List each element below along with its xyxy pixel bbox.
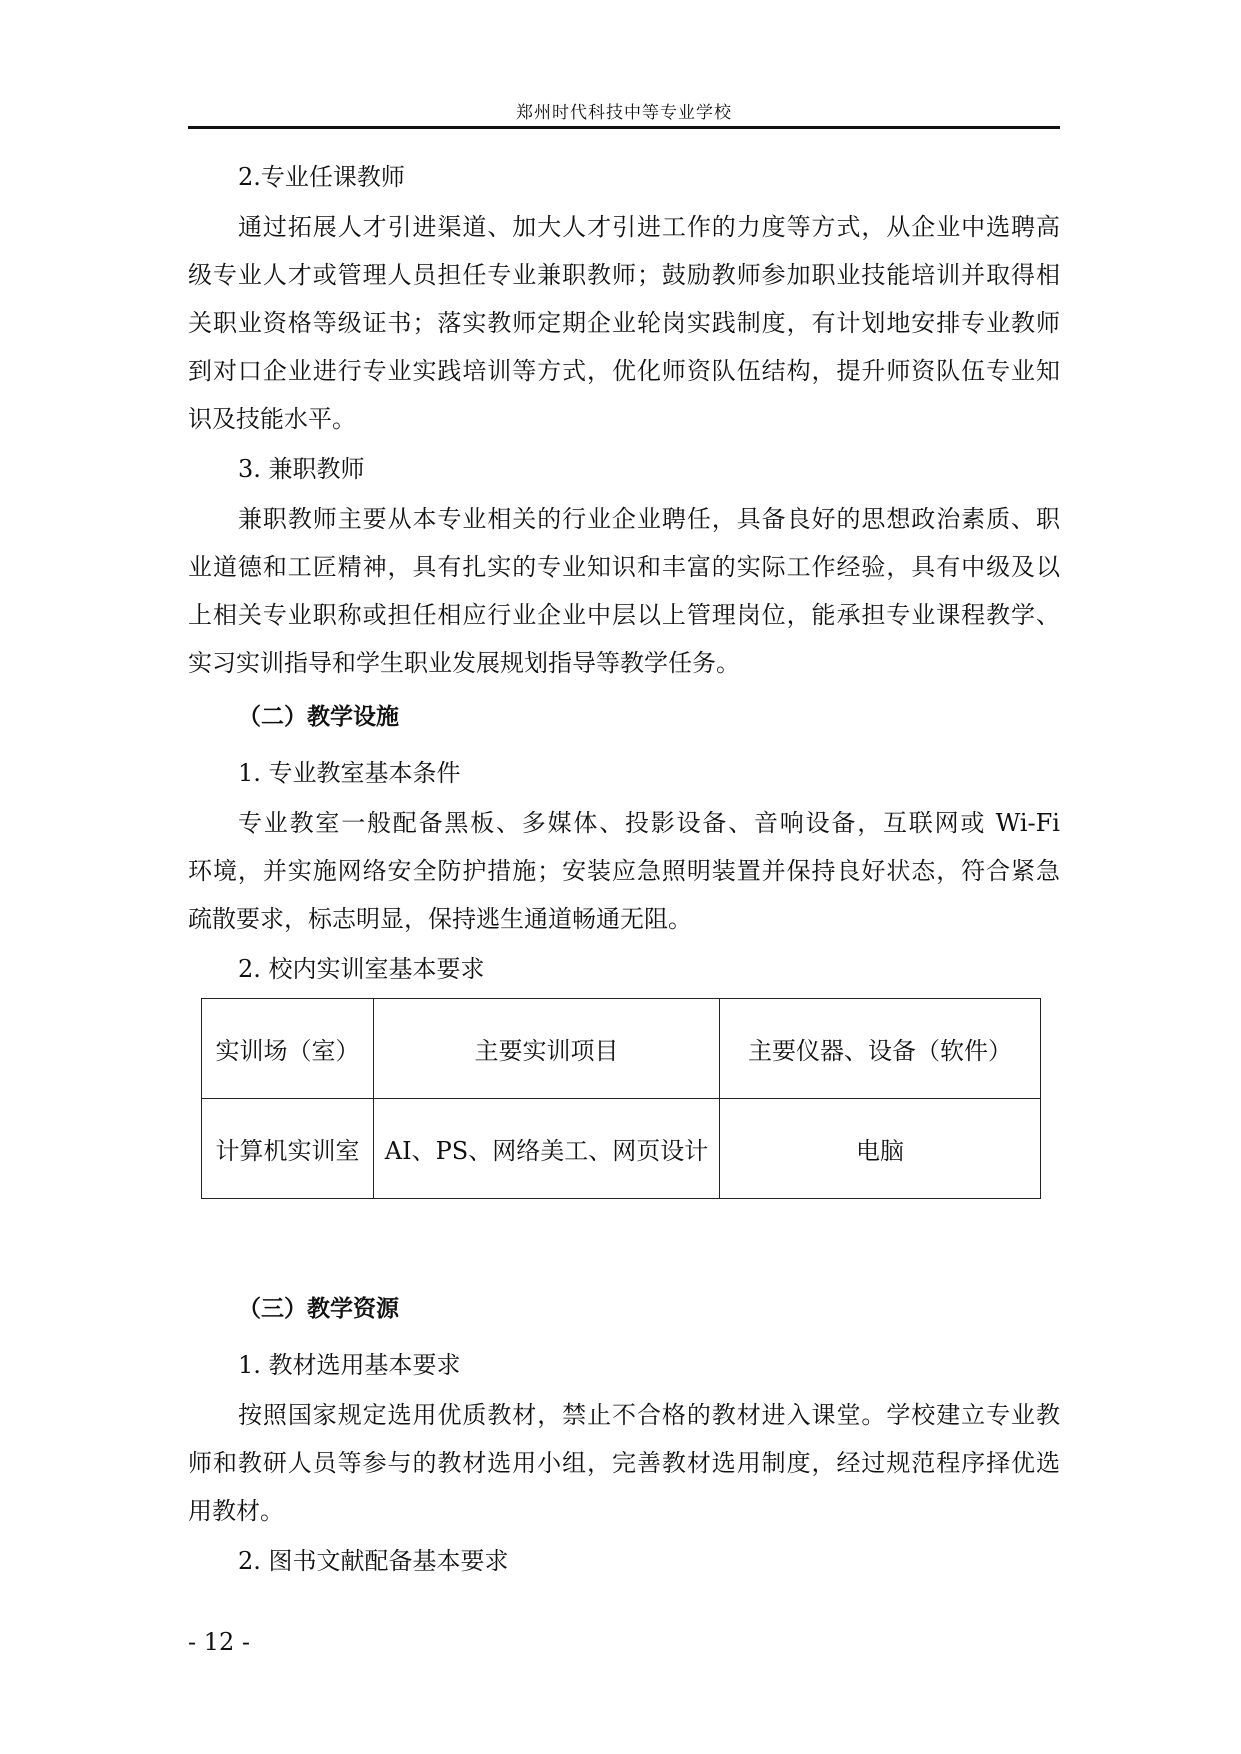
table-cell: AI、PS、网络美工、网页设计 (374, 1099, 720, 1199)
table-header-cell: 主要实训项目 (374, 999, 720, 1099)
table-cell: 电脑 (720, 1099, 1041, 1199)
section-title-subject-teachers: 2.专业任课教师 (238, 163, 405, 191)
paragraph-line: 用教材。 (188, 1497, 284, 1525)
paragraph-line: 专业教室一般配备黑板、多媒体、投影设备、音响设备，互联网或 Wi-Fi (238, 809, 1060, 837)
paragraph-line: 实习实训指导和学生职业发展规划指导等教学任务。 (188, 649, 740, 677)
paragraph-line: 识及技能水平。 (188, 405, 356, 433)
section-title-training-room-requirements: 2. 校内实训室基本要求 (238, 955, 485, 983)
section-title-part-time-teachers: 3. 兼职教师 (238, 455, 365, 483)
table-cell: 计算机实训室 (202, 1099, 374, 1199)
table-header-cell: 主要仪器、设备（软件） (720, 999, 1041, 1099)
paragraph-line: 上相关专业职称或担任相应行业企业中层以上管理岗位，能承担专业课程教学、 (188, 601, 1060, 629)
paragraph-line: 业道德和工匠精神，具有扎实的专业知识和丰富的实际工作经验，具有中级及以 (188, 553, 1060, 581)
paragraph-line: 疏散要求，标志明显，保持逃生通道畅通无阻。 (188, 905, 692, 933)
paragraph-line: 兼职教师主要从本专业相关的行业企业聘任，具备良好的思想政治素质、职 (238, 505, 1060, 533)
page-number: - 12 - (188, 1628, 251, 1656)
paragraph-line: 到对口企业进行专业实践培训等方式，优化师资队伍结构，提升师资队伍专业知 (188, 357, 1060, 385)
paragraph-line: 环境，并实施网络安全防护措施；安装应急照明装置并保持良好状态，符合紧急 (188, 857, 1060, 885)
paragraph-line: 师和教研人员等参与的教材选用小组，完善教材选用制度，经过规范程序择优选 (188, 1449, 1060, 1477)
heading-teaching-resources: （三）教学资源 (238, 1296, 399, 1322)
heading-teaching-facilities: （二）教学设施 (238, 704, 399, 730)
table-row (202, 1099, 1041, 1199)
table-header-cell: 实训场（室） (202, 999, 374, 1099)
section-title-library-requirements: 2. 图书文献配备基本要求 (238, 1547, 509, 1575)
paragraph-line: 级专业人才或管理人员担任专业兼职教师；鼓励教师参加职业技能培训并取得相 (188, 261, 1060, 289)
paragraph-line: 按照国家规定选用优质教材，禁止不合格的教材进入课堂。学校建立专业教 (238, 1401, 1060, 1429)
paragraph-line: 关职业资格等级证书；落实教师定期企业轮岗实践制度，有计划地安排专业教师 (188, 309, 1060, 337)
header-divider (188, 126, 1060, 129)
page-header-school-name: 郑州时代科技中等专业学校 (516, 103, 732, 123)
training-room-table (201, 998, 1041, 1199)
section-title-classroom-conditions: 1. 专业教室基本条件 (238, 759, 461, 787)
section-title-textbook-selection: 1. 教材选用基本要求 (238, 1351, 461, 1379)
table-header-row (202, 999, 1041, 1099)
paragraph-line: 通过拓展人才引进渠道、加大人才引进工作的力度等方式，从企业中选聘高 (238, 213, 1060, 241)
